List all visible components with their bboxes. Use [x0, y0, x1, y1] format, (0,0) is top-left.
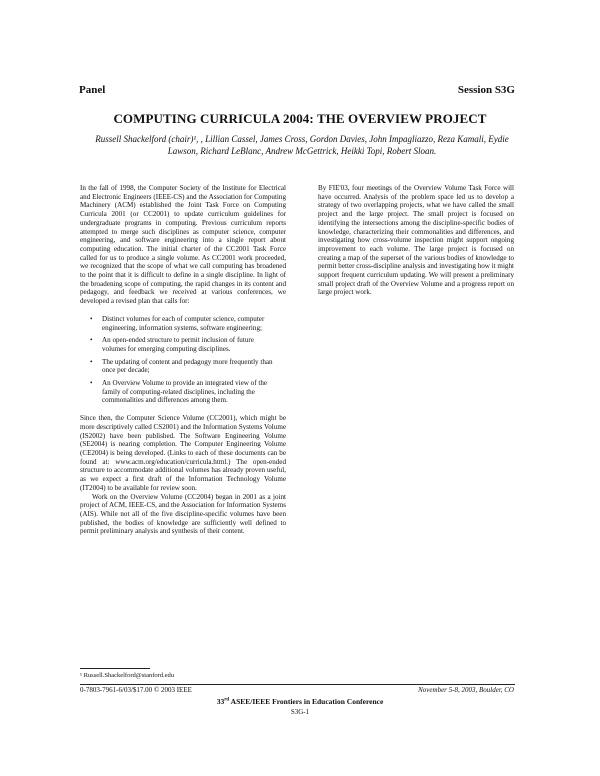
overview-volume-paragraph: Work on the Overview Volume (CC2004) began in 2001 as a joint project of ACM, IEEE-CS, and the Association for Information Systems (AIS). While not all of the five discipline-specific volumes have been published, the bodies of knowledge are sufficiently well defined to permit preliminary analysis and synthesis of their content.: [80, 492, 286, 536]
bullet-item: [90, 357, 278, 375]
footer-divider: [80, 684, 515, 685]
task-force-paragraph: By FIE'03, four meetings of the Overview Volume Task Force will have occurred. Analysis of the problem space led us to develop a strategy of two overlapping projects, what we have called the small project and the large project. The small project is focused on identifying the intersections among the discipline-specific bodies of knowledge, characterizing their commonalities and differences, and investigating how cross-volume inspection might support ongoing improvement to each volume. The large project is focused on creating a map of the superset of the various bodies of knowledge to permit better cross-discipline analysis and investigating how it might support frequent curriculum updating. We will present a preliminary small project draft of the Overview Volume and a progress report on large project work.: [318, 184, 514, 297]
bullet-item: [90, 379, 278, 405]
header-panel-label: Panel: [79, 84, 106, 96]
bullet-text: Distinct volumes for each of computer science, computer engineering, information systems, software engineering;: [102, 314, 265, 332]
intro-paragraph: In the fall of 1998, the Computer Society of the Institute for Electrical and Electronic Engineers (IEEE-CS) and the Association for Computing Machinery (ACM) established the Joint Task Force on Computing Curricula 2001 (or CC2001) to update curriculum guidelines for undergraduate programs in computing. Previous curriculum reports attempted to merge such disciplines as computer science, computer engineering, and software engineering into a single report about computing education. The initial charter of the CC2001 Task Force called for us to produce a single volume. As CC2001 work proceeded, we recognized that the scope of what we call computing has broadened to the point that it is difficult to define in a single discipline. In light of the broadening scope of computing, the rapid changes in its content and pedagogy, and feedback we received at various conferences, we developed a revised plan that calls for:: [80, 184, 286, 306]
footnote-email: ¹ Russell.Shackelford@stanford.edu: [80, 672, 175, 679]
bullet-text: An open-ended structure to permit inclusion of future volumes for emerging computing disciplines.: [102, 336, 254, 353]
conference-title: ASEE/IEEE Frontiers in Education Conference: [229, 697, 384, 706]
bullet-item: [90, 314, 278, 332]
footer-conference-date: November 5-8, 2003, Boulder, CO: [418, 686, 514, 694]
bullet-item: [90, 336, 278, 353]
volumes-paragraph: Since then, the Computer Science Volume (CC2001), which might be more descriptively called CS2001) and the Information Systems Volume (IS2002) have been published. The Software Engineering Volume (SE2004) is nearing completion. The Computer Engineering Volume (CE2004) is being developed. (Links to each of these documents can be found at: www.acm.org/education/curricula.html.) The open-ended structure to accommodate additional volumes has already proven useful, as we expect a first draft of the Information Technology Volume (IT2004) to be available for review soon.: [80, 414, 286, 492]
header-session-label: Session S3G: [457, 84, 515, 96]
footer-copyright: 0-7803-7961-6/03/$17.00 © 2003 IEEE: [80, 686, 192, 694]
plan-bullet-list: [80, 315, 278, 405]
left-column: [80, 184, 286, 536]
author-list: Russell Shackelford (chair)¹, , Lillian Cassel, James Cross, Gordon Davies, John Impagliazzo, Reza Kamali, Eydie Lawson, Richard LeBlanc, Andrew McGettrick, Heikki Topi, Robert Sloan.: [95, 134, 509, 156]
conference-ordinal-suffix: rd: [224, 697, 230, 703]
bullet-icon: •: [90, 336, 93, 345]
bullet-icon: •: [90, 379, 93, 388]
bullet-text: An Overview Volume to provide an integrated view of the family of computing-related disciplines, including the commonalities and differences among them.: [102, 379, 268, 405]
page-number: S3G-1: [290, 708, 310, 716]
bullet-text: The updating of content and pedagogy more frequently than once per decade;: [102, 357, 273, 375]
bullet-icon: •: [90, 357, 93, 366]
right-column: [318, 184, 514, 297]
conference-ordinal: 33: [216, 697, 225, 706]
footer-conference-name: [0, 697, 600, 706]
footnote-divider: [80, 668, 150, 669]
paper-title: COMPUTING CURRICULA 2004: THE OVERVIEW PROJECT: [113, 111, 487, 126]
bullet-icon: •: [90, 314, 93, 323]
